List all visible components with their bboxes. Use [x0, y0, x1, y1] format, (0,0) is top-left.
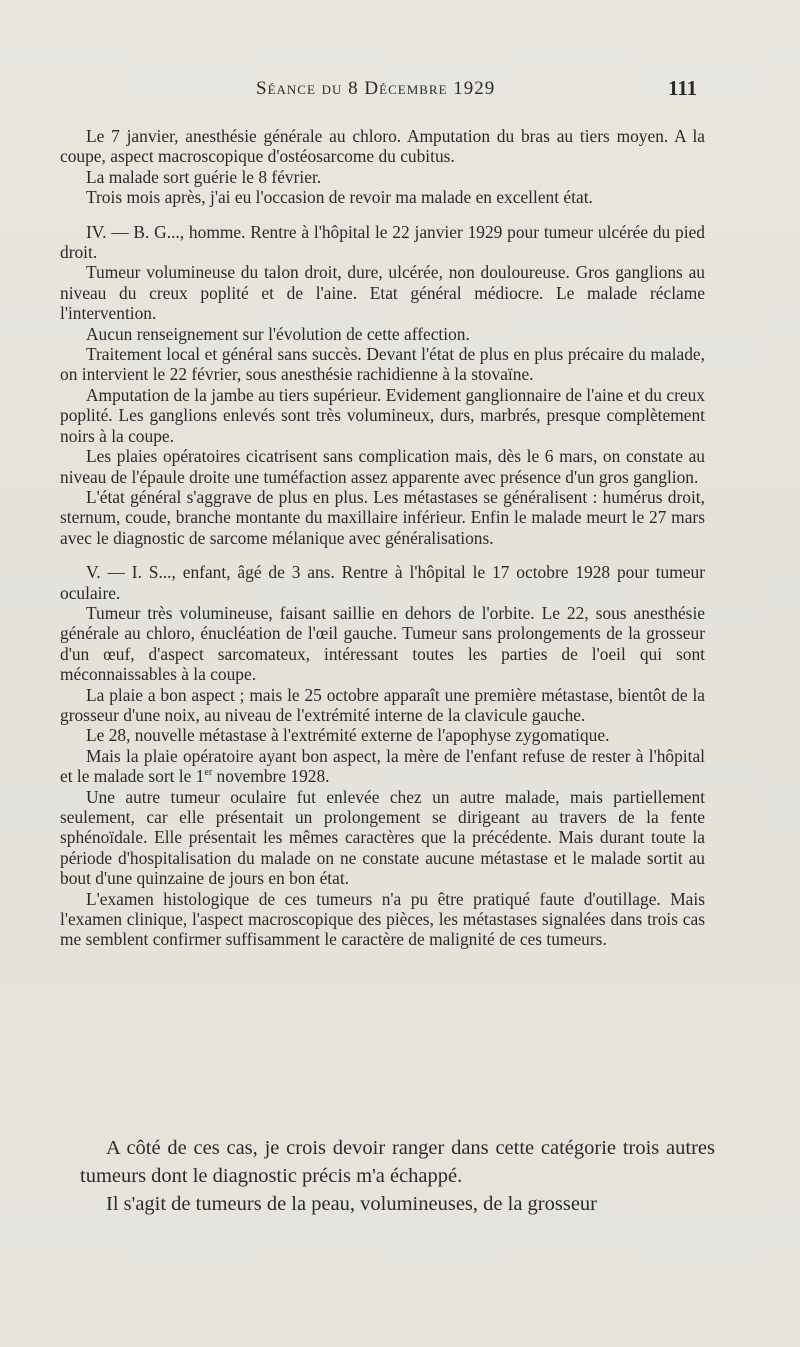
superscript: er [204, 767, 213, 779]
paragraph: Une autre tumeur oculaire fut enlevée chez un autre malade, mais partiellement seulement, car elle présentait un prolongement se dirigeant au travers de la fente sphénoïdale. Elle présentait les mêmes caractères que la précédente. Mais durant toute la période d'hospitalisation du malade on ne constate aucune métastase et le malade sortit au bout d'une quinzaine de jours en bon état. [60, 786, 705, 889]
page-header [0, 78, 800, 108]
paragraph: La plaie a bon aspect ; mais le 25 octobre apparaît une première métastase, bientôt de la grosseur d'une noix, au niveau de l'extrémité interne de la clavicule gauche. [60, 684, 705, 725]
paragraph: Tumeur très volumineuse, faisant saillie en dehors de l'orbite. Le 22, sous anesthésie générale au chloro, énucléation de l'œil gauche. Tumeur sans prolongements de la grosseur d'un œuf, d'aspect sarcomateux, intéressant toutes les parties de l'oeil qui sont méconnaissables à la coupe. [60, 602, 705, 685]
paragraph: A côté de ces cas, je crois devoir ranger dans cette catégorie trois autres tumeurs dont le diagnostic précis m'a échappé. [80, 1137, 715, 1187]
page-number: 111 [668, 76, 698, 100]
paragraph: Aucun renseignement sur l'évolution de cette affection. [86, 323, 470, 344]
paragraph: Tumeur volumineuse du talon droit, dure, ulcérée, non douloureuse. Gros ganglions au niveau du creux poplité et de l'aine. Etat général médiocre. Le malade réclame l'intervention. [60, 262, 705, 324]
running-title: Séance du 8 Décembre 1929 [256, 78, 496, 99]
case-heading-paragraph: IV. — B. G..., homme. Rentre à l'hôpital le 22 janvier 1929 pour tumeur ulcérée du pied droit. [60, 221, 705, 263]
paragraph: Traitement local et général sans succès. Devant l'état de plus en plus précaire du malade, on intervient le 22 février, sous anesthésie rachidienne à la stovaïne. [60, 344, 705, 385]
paragraph: L'état général s'aggrave de plus en plus. Les métastases se généralisent : humérus droit, sternum, coude, branche montante du maxillaire inférieur. Enfin le malade meurt le 27 mars avec le diagnostic de sarcome mélanique avec généralisations. [60, 486, 705, 548]
body-text [60, 126, 705, 950]
paragraph: La malade sort guérie le 8 février. [86, 166, 322, 187]
text-fragment: Mais la plaie opératoire ayant bon aspect, la mère de l'enfant refuse de rester à l'hôpital et le malade sort le 1 [60, 745, 705, 787]
conclusion-text [80, 1134, 715, 1218]
paragraph: Le 28, nouvelle métastase à l'extrémité externe de l'apophyse zygomatique. [86, 725, 610, 746]
text-fragment: novembre 1928. [212, 766, 330, 787]
paragraph: L'examen histologique de ces tumeurs n'a pu être pratiqué faute d'outillage. Mais l'examen clinique, l'aspect macroscopique des pièces, les métastases signalées dans trois cas me semblent confirmer suffisamment le caractère de malignité de ces tumeurs. [60, 888, 705, 950]
paragraph: Il s'agit de tumeurs de la peau, volumineuses, de la grosseur [106, 1193, 598, 1215]
paragraph: Le 7 janvier, anesthésie générale au chloro. Amputation du bras au tiers moyen. A la coupe, aspect macroscopique d'ostéosarcome du cubitus. [60, 126, 705, 167]
case-heading-paragraph: V. — I. S..., enfant, âgé de 3 ans. Rentre à l'hôpital le 17 octobre 1928 pour tumeur oculaire. [60, 562, 705, 603]
paragraph: Amputation de la jambe au tiers supérieur. Evidement ganglionnaire de l'aine et du creux poplité. Les ganglions enlevés sont très volumineux, durs, marbrés, presque complètement noirs à la coupe. [60, 384, 705, 446]
paragraph: Les plaies opératoires cicatrisent sans complication mais, dès le 6 mars, on constate au niveau de l'épaule droite une tuméfaction assez apparente avec présence d'un gros ganglion. [60, 446, 705, 487]
paragraph: Trois mois après, j'ai eu l'occasion de revoir ma malade en excellent état. [86, 187, 593, 208]
paragraph [60, 746, 705, 787]
